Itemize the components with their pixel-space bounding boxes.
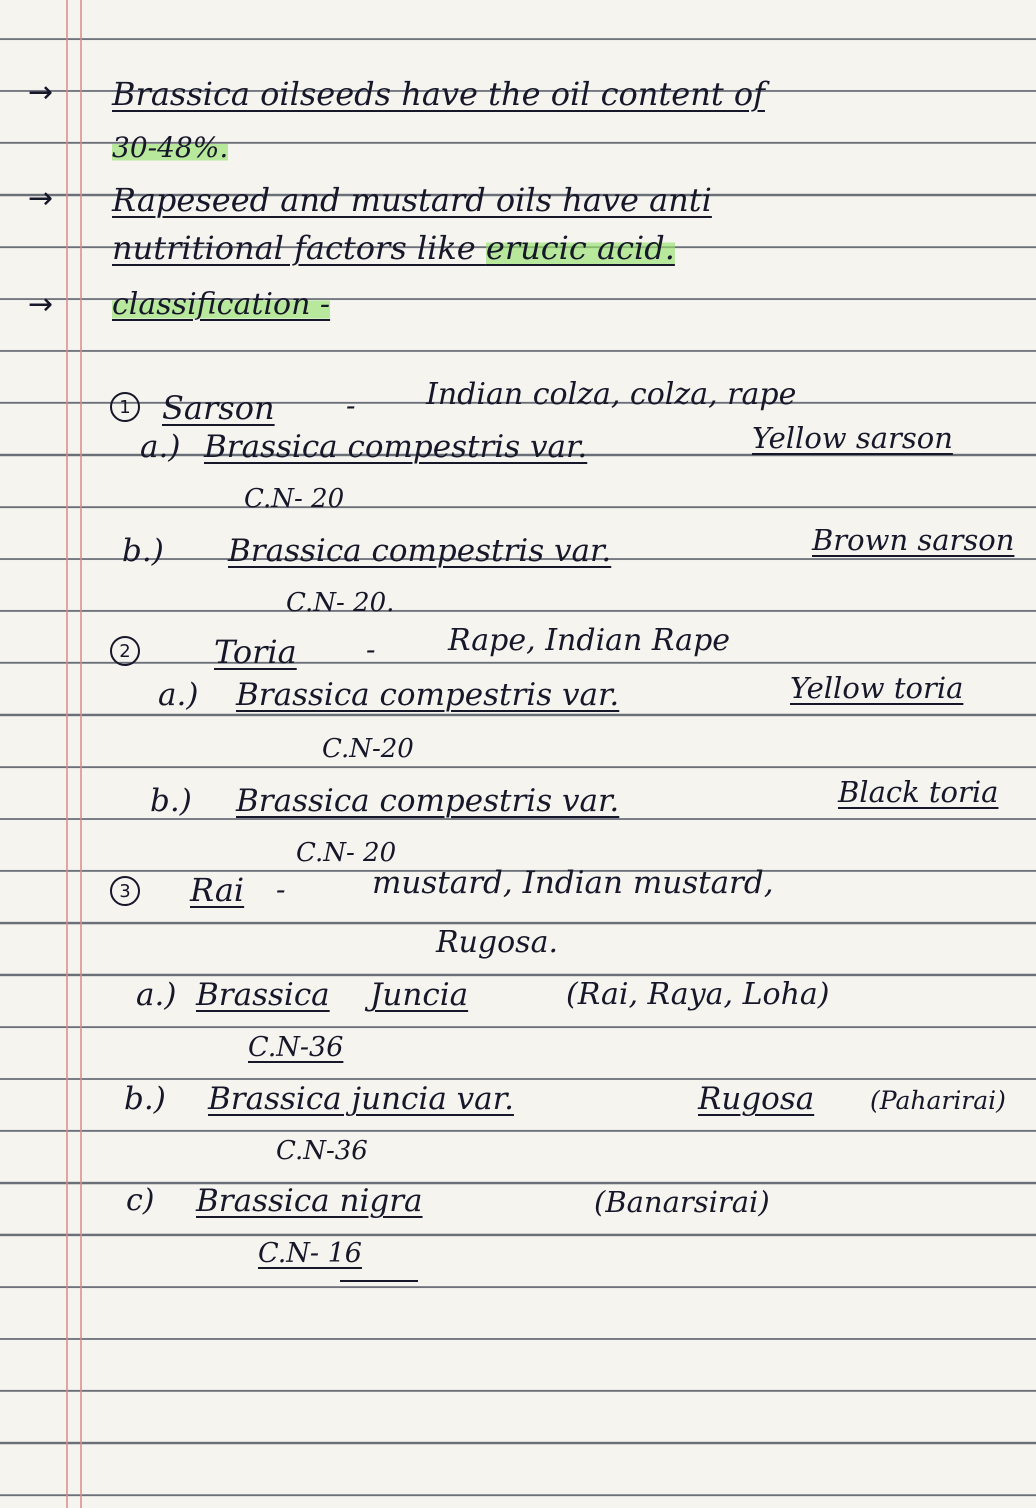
margin-line (66, 0, 68, 1508)
item-letter: a.) (158, 677, 199, 713)
right-arrow-icon: → (28, 181, 54, 216)
chromosome-number: C.N-36 (248, 1032, 344, 1063)
intro-line-4-text: nutritional factors like (112, 229, 486, 267)
group-name: Toria (214, 633, 297, 671)
chromosome-number: C.N-36 (276, 1136, 368, 1166)
separator: - (346, 389, 356, 422)
item-letter: c) (126, 1183, 155, 1218)
species-name: Brassica compestris var. (204, 429, 588, 465)
common-names-continued: Rugosa. (436, 925, 558, 960)
variety-name: Brown sarson (812, 523, 1015, 557)
species-name: Brassica compestris var. (236, 677, 620, 713)
chromosome-number: C.N- 20 (244, 484, 345, 514)
separator: - (366, 633, 376, 666)
item-letter: a.) (140, 429, 181, 465)
group-name: Sarson (162, 389, 275, 427)
number-circle: 3 (110, 876, 140, 906)
common-names: Indian colza, colza, rape (426, 377, 797, 412)
variety-name: Yellow sarson (752, 421, 953, 455)
species-name: Brassica compestris var. (236, 783, 620, 819)
variety-name: Rugosa (698, 1081, 815, 1117)
common-names: mustard, Indian mustard, (372, 865, 774, 901)
chromosome-number: C.N- 20 (296, 838, 397, 868)
item-letter: b.) (150, 783, 192, 819)
item-letter: b.) (124, 1081, 166, 1117)
item-letter: a.) (136, 977, 177, 1013)
number-circle: 2 (110, 636, 140, 666)
chromosome-number: C.N- 20. (286, 588, 395, 618)
chromosome-number: C.N-20 (322, 734, 414, 764)
variety-name: Juncia (370, 977, 469, 1013)
species-name: Brassica nigra (196, 1183, 423, 1219)
underline-mark (340, 1280, 418, 1282)
local-names: (Banarsirai) (594, 1185, 770, 1219)
species-name: Brassica compestris var. (228, 533, 612, 569)
right-arrow-icon: → (28, 287, 54, 322)
intro-line-1: Brassica oilseeds have the oil content of (112, 75, 765, 113)
margin-line (80, 0, 82, 1508)
local-names: (Rai, Raya, Loha) (566, 977, 830, 1012)
species-name: Brassica (196, 977, 330, 1013)
separator: - (276, 873, 286, 906)
item-letter: b.) (122, 533, 164, 569)
chromosome-number: C.N- 16 (258, 1238, 362, 1269)
local-names: (Paharirai) (870, 1086, 1006, 1115)
right-arrow-icon: → (28, 75, 54, 110)
erucic-acid-highlight: erucic acid. (485, 229, 675, 267)
species-name: Brassica juncia var. (208, 1081, 514, 1117)
variety-name: Black toria (838, 775, 999, 809)
variety-name: Yellow toria (790, 671, 964, 705)
classification-heading: classification - (112, 287, 331, 322)
oil-content-value: 30-48%. (112, 131, 229, 164)
group-name: Rai (190, 871, 245, 909)
intro-line-3: Rapeseed and mustard oils have anti (112, 181, 712, 219)
intro-line-4 (112, 229, 675, 267)
number-circle: 1 (110, 392, 140, 422)
common-names: Rape, Indian Rape (448, 623, 731, 658)
